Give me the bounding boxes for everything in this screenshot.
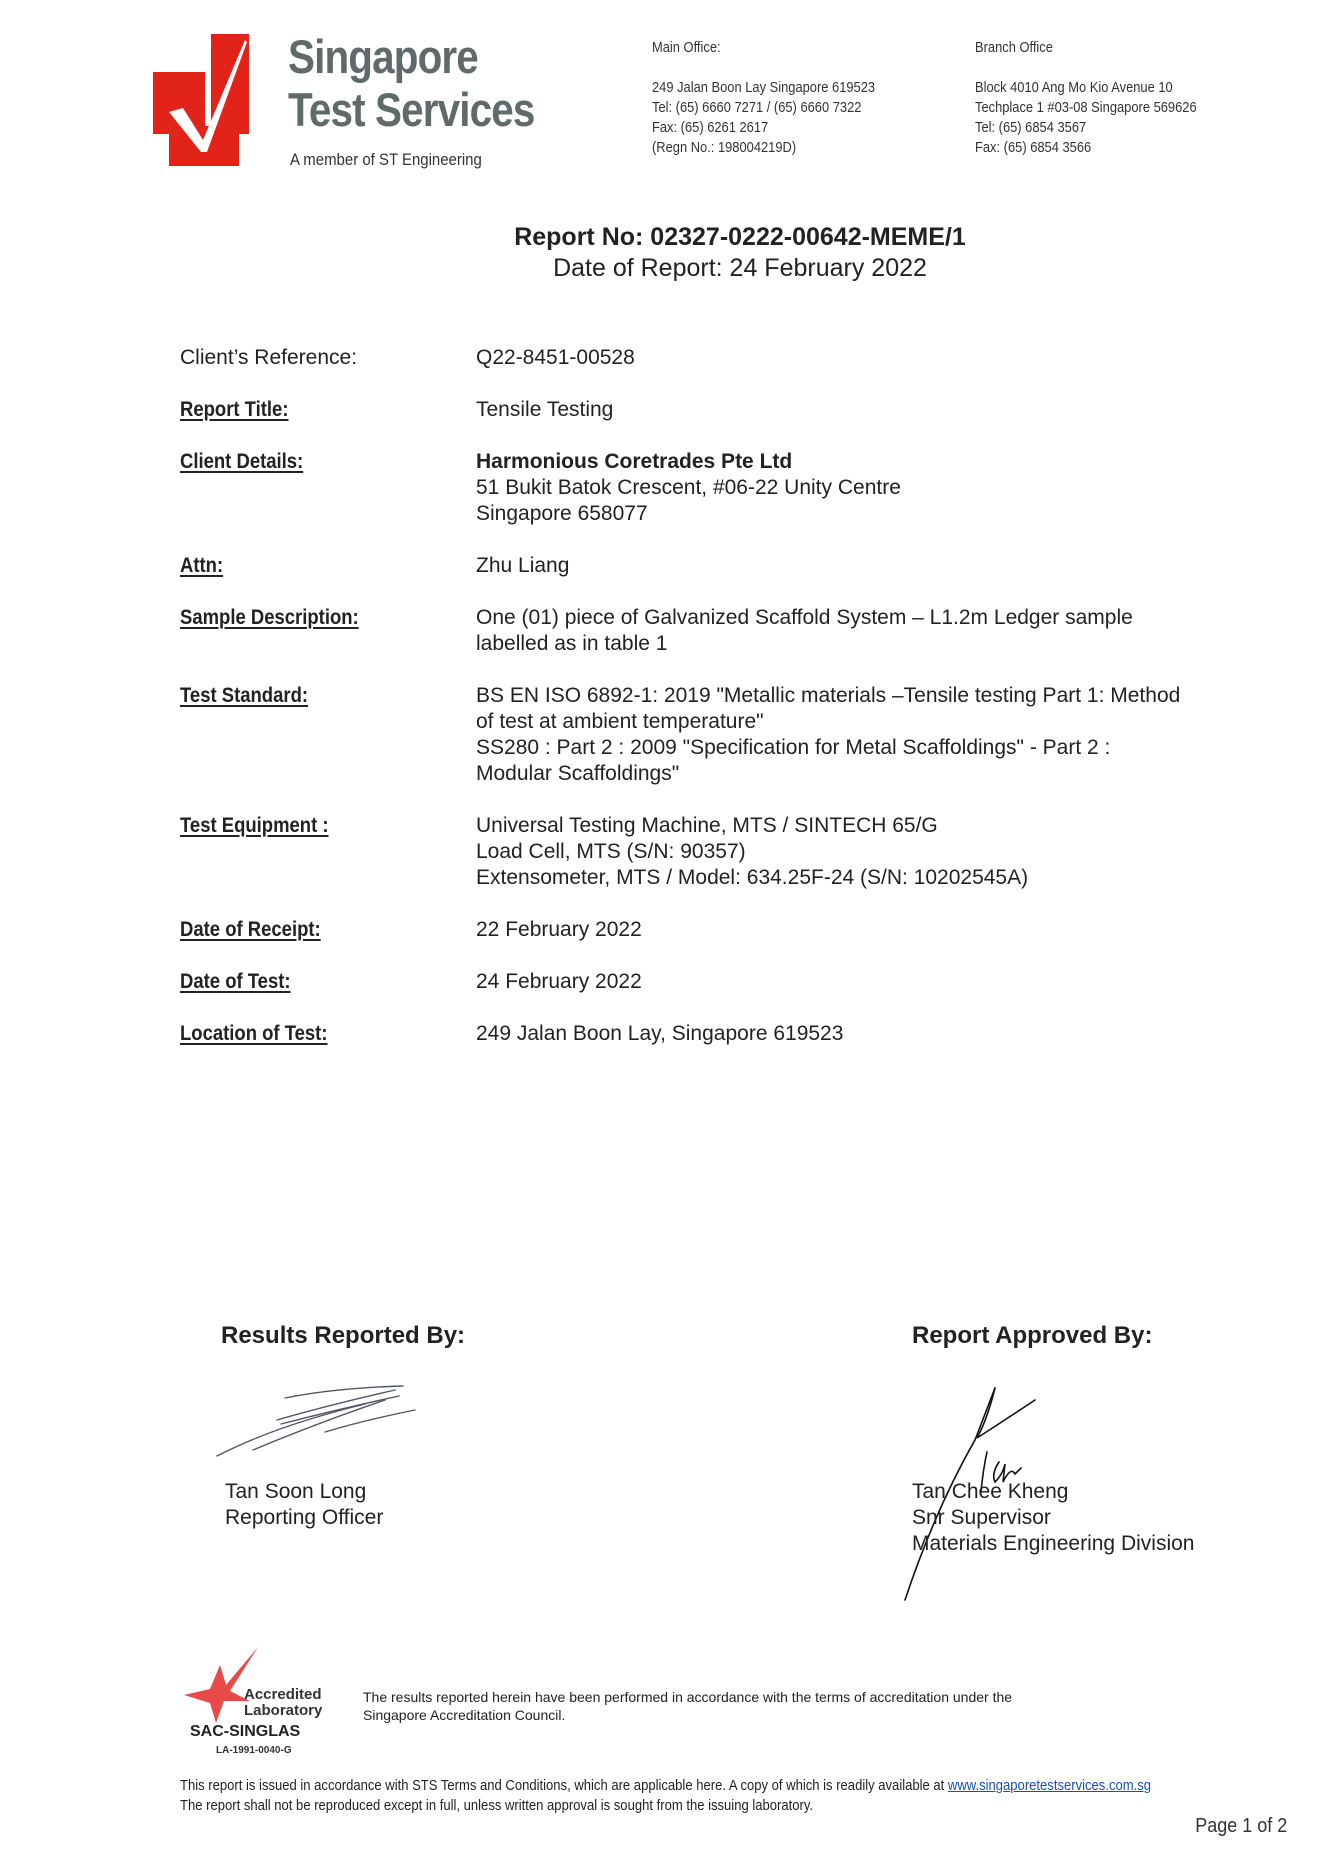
main-office-line: 249 Jalan Boon Lay Singapore 619523 — [652, 79, 876, 96]
brand-line-2: Test Services — [288, 83, 535, 136]
detail-label: Location of Test: — [180, 1022, 328, 1045]
footer-line-2: The report shall not be reproduced except in full, unless written approval is sought from the issuing laboratory. — [180, 1797, 814, 1814]
detail-line: Load Cell, MTS (S/N: 90357) — [476, 840, 746, 863]
detail-label: Client’s Reference: — [180, 346, 358, 369]
approver-title: Snr Supervisor — [912, 1506, 1051, 1529]
detail-value — [476, 605, 1260, 657]
detail-label: Test Equipment : — [180, 814, 329, 837]
detail-value — [476, 813, 1260, 891]
detail-line: of test at ambient temperature" — [476, 710, 764, 733]
report-details — [180, 345, 1260, 1073]
detail-line: labelled as in table 1 — [476, 632, 668, 655]
detail-label: Date of Receipt: — [180, 918, 321, 941]
approver-division: Materials Engineering Division — [912, 1532, 1195, 1555]
client-company: Harmonious Coretrades Pte Ltd — [476, 450, 793, 473]
detail-line: Modular Scaffoldings" — [476, 762, 680, 785]
detail-value: 249 Jalan Boon Lay, Singapore 619523 — [476, 1022, 844, 1045]
accredited-lab-text — [244, 1687, 322, 1719]
website-link[interactable]: www.singaporetestservices.com.sg — [947, 1777, 1152, 1794]
client-address-line: Singapore 658077 — [476, 502, 648, 525]
detail-label: Sample Description: — [180, 606, 359, 629]
detail-row-date-of-test — [180, 969, 1260, 995]
detail-line: Extensometer, MTS / Model: 634.25F-24 (S/N: 10202545A) — [476, 866, 1029, 889]
detail-label: Test Standard: — [180, 684, 309, 707]
detail-label: Attn: — [180, 554, 224, 577]
singlas-text: SAC-SINGLAS — [190, 1723, 301, 1740]
detail-line: SS280 : Part 2 : 2009 "Specification for Metal Scaffoldings" - Part 2 : — [476, 736, 1111, 759]
branch-office-line: Tel: (65) 6854 3567 — [975, 119, 1087, 136]
sts-logo-icon — [153, 34, 249, 166]
reported-by-heading: Results Reported By: — [221, 1322, 466, 1349]
branch-office-line: Fax: (65) 6854 3566 — [975, 139, 1092, 156]
main-office-heading: Main Office: — [652, 39, 721, 56]
main-office-line: (Regn No.: 198004219D) — [652, 139, 797, 156]
reporter-info — [225, 1479, 383, 1531]
client-address-line: 51 Bukit Batok Crescent, #06-22 Unity Centre — [476, 476, 901, 499]
laboratory-line: Laboratory — [244, 1702, 323, 1719]
detail-value — [476, 449, 1260, 527]
footer-notice — [180, 1776, 1151, 1816]
detail-value: 24 February 2022 — [476, 970, 642, 993]
detail-row-sample-description — [180, 605, 1260, 657]
detail-label: Client Details: — [180, 450, 304, 473]
accreditation-line: Singapore Accreditation Council. — [363, 1707, 566, 1723]
detail-row-test-standard — [180, 683, 1260, 787]
sac-singlas-logo — [180, 1645, 360, 1770]
detail-value: Q22-8451-00528 — [476, 346, 635, 369]
footer-line-1 — [180, 1776, 1151, 1796]
detail-row-date-of-receipt — [180, 917, 1260, 943]
accreditation-statement — [363, 1688, 1012, 1724]
main-office-line: Fax: (65) 6261 2617 — [652, 119, 769, 136]
detail-label: Date of Test: — [180, 970, 291, 993]
main-office-block — [652, 38, 875, 158]
detail-line: Universal Testing Machine, MTS / SINTECH 65/G — [476, 814, 938, 837]
reporter-title: Reporting Officer — [225, 1506, 384, 1529]
footer-terms-text: This report is issued in accordance with STS Terms and Conditions, which are applicable here. A copy of which is readily available at — [180, 1777, 948, 1794]
report-date: Date of Report: 24 February 2022 — [553, 254, 927, 282]
main-office-line: Tel: (65) 6660 7271 / (65) 6660 7322 — [652, 99, 862, 116]
detail-row-report-title — [180, 397, 1260, 423]
branch-office-line: Block 4010 Ang Mo Kio Avenue 10 — [975, 79, 1173, 96]
detail-value: Tensile Testing — [476, 398, 614, 421]
detail-row-client-reference — [180, 345, 1260, 371]
branch-office-line: Techplace 1 #03-08 Singapore 569626 — [975, 99, 1197, 116]
page-number: Page 1 of 2 — [1194, 1815, 1287, 1837]
accreditation-line: The results reported herein have been performed in accordance with the terms of accreditation under the — [363, 1689, 1013, 1705]
report-number: Report No: 02327-0222-00642-MEME/1 — [514, 223, 966, 251]
detail-label: Report Title: — [180, 398, 289, 421]
detail-value: Zhu Liang — [476, 554, 570, 577]
detail-value — [476, 683, 1260, 787]
detail-row-location-of-test — [180, 1021, 1260, 1047]
brand-line-1: Singapore — [288, 30, 478, 83]
detail-row-client-details — [180, 449, 1260, 527]
branch-office-heading: Branch Office — [975, 39, 1053, 56]
approver-info — [912, 1479, 1194, 1557]
reporter-name: Tan Soon Long — [225, 1480, 367, 1503]
detail-row-test-equipment — [180, 813, 1260, 891]
approved-by-heading: Report Approved By: — [912, 1322, 1153, 1349]
approver-name: Tan Chee Kheng — [912, 1480, 1069, 1503]
detail-row-attn — [180, 553, 1260, 579]
report-heading — [0, 222, 1321, 284]
accredited-line: Accredited — [244, 1686, 322, 1703]
detail-line: BS EN ISO 6892-1: 2019 "Metallic materials –Tensile testing Part 1: Method — [476, 684, 1181, 707]
brand-tagline: A member of ST Engineering — [290, 150, 482, 169]
detail-line: One (01) piece of Galvanized Scaffold System – L1.2m Ledger sample — [476, 606, 1133, 629]
detail-value: 22 February 2022 — [476, 918, 642, 941]
branch-office-block — [975, 38, 1197, 158]
accreditation-code: LA-1991-0040-G — [216, 1745, 292, 1756]
brand-name — [288, 30, 534, 136]
reporter-signature-icon — [215, 1370, 425, 1460]
